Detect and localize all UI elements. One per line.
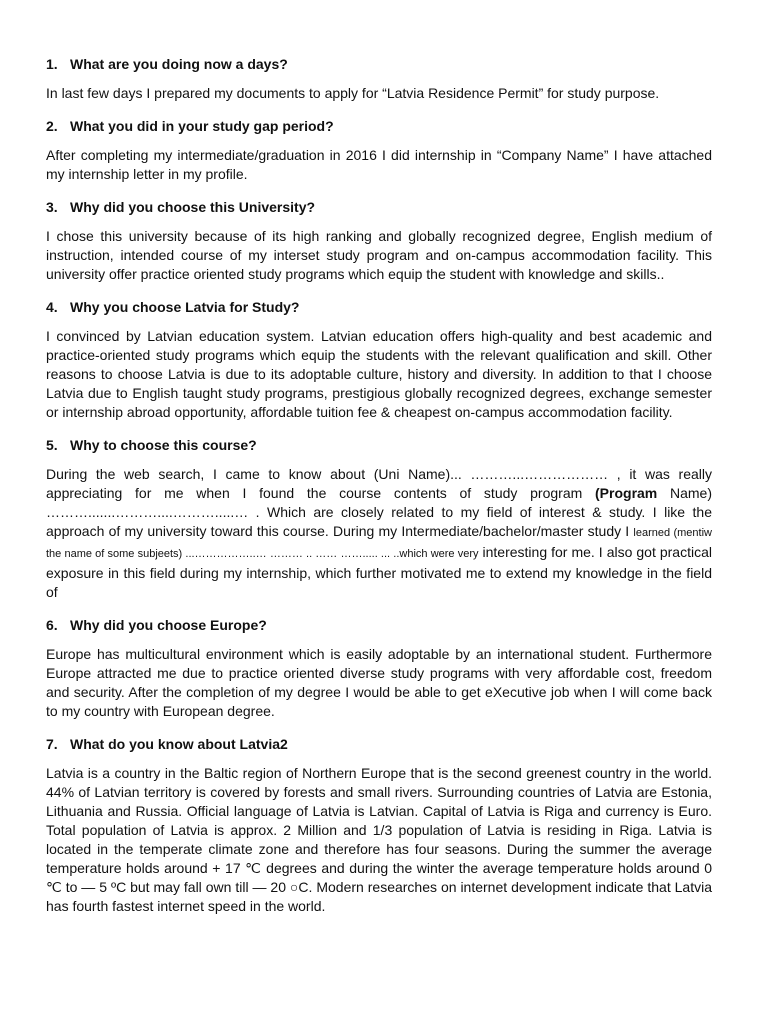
question-title: Why you choose Latvia for Study?: [70, 299, 300, 315]
question-heading: [46, 617, 712, 634]
answer-paragraph: [46, 465, 712, 602]
question-number: 4.: [46, 299, 58, 315]
question-number: 1.: [46, 56, 58, 72]
question-heading: [46, 199, 712, 216]
question-heading: [46, 118, 712, 135]
answer-text: During the web search, I came to know about (Uni Name)... ………...……………… , it was really appreciating for me when I found the course contents of study program: [46, 466, 712, 501]
question-number: 6.: [46, 617, 58, 633]
question-block-1: [46, 56, 712, 103]
question-title: What you did in your study gap period?: [70, 118, 334, 134]
question-heading: [46, 437, 712, 454]
question-title: Why did you choose Europe?: [70, 617, 267, 633]
qa-document: [46, 56, 712, 931]
question-title: What are you doing now a days?: [70, 56, 288, 72]
question-heading: [46, 56, 712, 73]
question-block-7: [46, 736, 712, 916]
question-block-2: [46, 118, 712, 184]
answer-paragraph: Latvia is a country in the Baltic region of Northern Europe that is the second greenest country in the world. 44% of Latvian territory is covered by forests and small rivers. Surrounding countries of Latvia are Estonia, Lithuania and Russia. Official language of Latvia is Latvian. Capital of Latvia is Riga and currency is Euro. Total population of Latvia is approx. 2 Million and 1/3 population of Latvia is residing in Riga. Latvia is located in the temperate climate zone and therefore has four seasons. During the summer the average temperature holds around + 17 ℃ degrees and during the winter the average temperature holds around 0 ℃ to — 5 ºC but may fall own till — 20 ○C. Modern researches on internet development indicate that Latvia has fourth fastest internet speed in the world.: [46, 765, 712, 914]
question-block-5: [46, 437, 712, 602]
question-number: 5.: [46, 437, 58, 453]
question-title: Why did you choose this University?: [70, 199, 316, 215]
question-block-4: [46, 299, 712, 422]
answer-paragraph: After completing my intermediate/graduation in 2016 I did internship in “Company Name” I have attached my internship letter in my profile.: [46, 147, 712, 182]
answer-text: Name) ……….......………....……….....… . Which are closely related to my field of interest & study. I like the approach of my university toward this course. During my Intermediate/bachelor/master study I: [46, 485, 712, 539]
question-number: 7.: [46, 736, 58, 752]
question-title: What do you know about Latvia2: [70, 736, 288, 752]
answer-paragraph: I convinced by Latvian education system. Latvian education offers high-quality and best academic and practice-oriented study programs which equip the students with the relevant qualification and skill. Other reasons to choose Latvia is due to its adoptable culture, history and diversity. In addition to that I choose Latvia due to English taught study programs, prestigious globally recognized degrees, exchange semester or internship abroad opportunity, affordable tuition fee & cheapest on-campus accommodation facility.: [46, 328, 712, 420]
question-block-3: [46, 199, 712, 284]
question-heading: [46, 736, 712, 753]
answer-paragraph: Europe has multicultural environment which is easily adoptable by an international student. Furthermore Europe attracted me due to practice oriented diverse study programs with very affordable cost, freedom and security. After the completion of my degree I would be able to get eXecutive job when I will come back to my country with European degree.: [46, 646, 712, 719]
subjects-note: learned (mentiw the name of some subjeets) ...……………..… ……… .. …… ……..... ... ..which were very: [46, 527, 712, 560]
program-label: (Program: [595, 485, 658, 501]
question-number: 3.: [46, 199, 58, 215]
question-number: 2.: [46, 118, 58, 134]
question-title: Why to choose this course?: [70, 437, 257, 453]
answer-paragraph: In last few days I prepared my documents to apply for “Latvia Residence Permit” for study purpose.: [46, 85, 660, 101]
question-heading: [46, 299, 712, 316]
answer-paragraph: I chose this university because of its high ranking and globally recognized degree, English medium of instruction, intended course of my interset study program and on-campus accommodation facility. This university offer practice oriented study programs which equip the student with knowledge and skills..: [46, 228, 712, 282]
answer-text: interesting for me. I also got practical exposure in this field during my internship, which further motivated me to extend my knowledge in the field of: [46, 544, 712, 600]
question-block-6: [46, 617, 712, 721]
